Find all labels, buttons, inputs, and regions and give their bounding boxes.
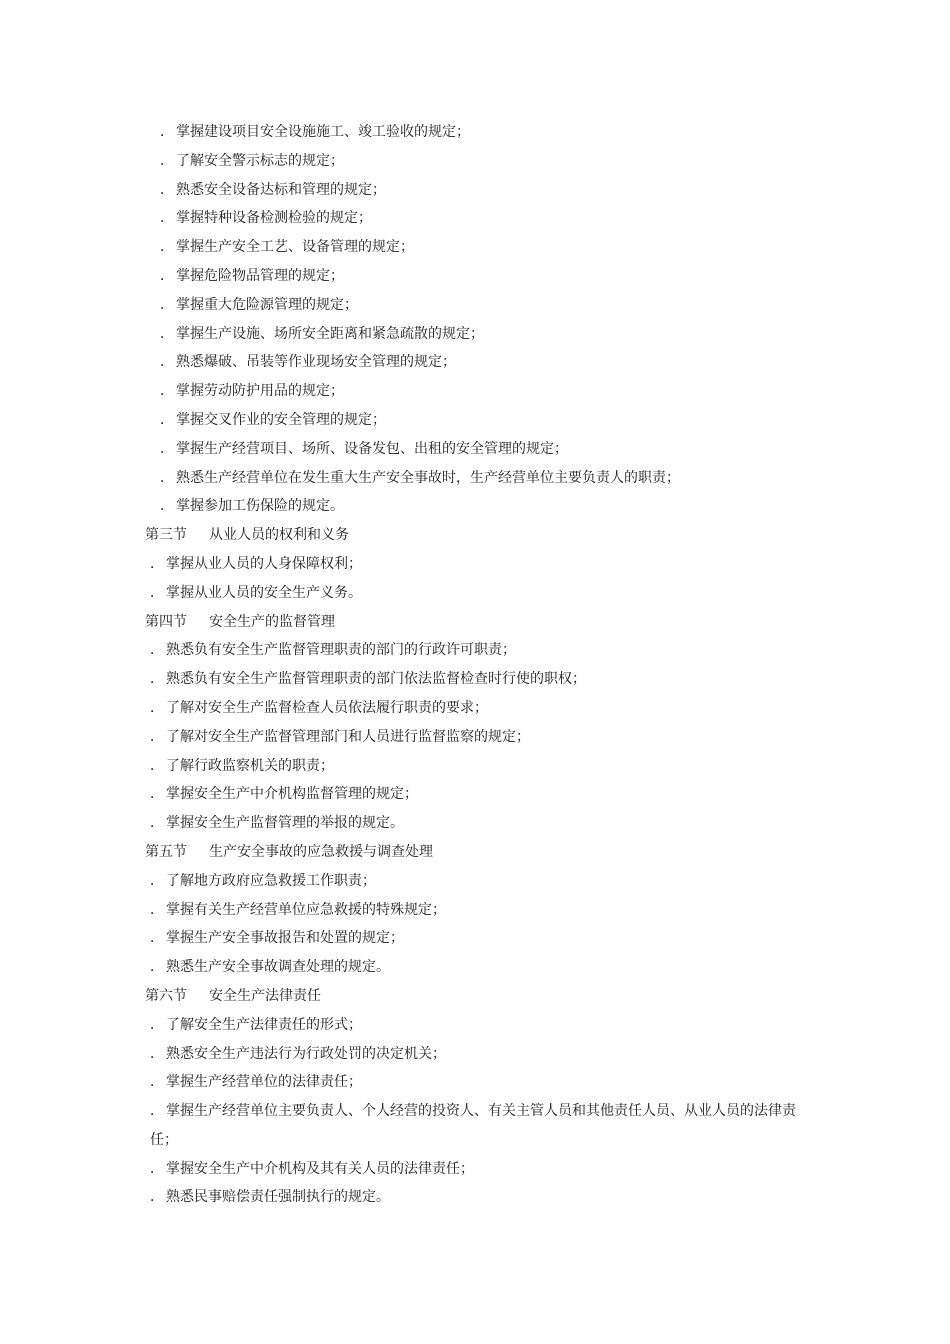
list-item: ． 掌握生产设施、场所安全距离和紧急疏散的规定； [145, 320, 815, 349]
list-item: ． 了解对安全生产监督管理部门和人员进行监督监察的规定； [145, 723, 815, 752]
section-2-list [145, 118, 815, 521]
list-item: ． 熟悉生产安全事故调查处理的规定。 [145, 953, 815, 982]
list-item: ． 熟悉爆破、吊装等作业现场安全管理的规定； [145, 348, 815, 377]
section-number: 第六节 [145, 987, 187, 1004]
bullet-dot: ． [150, 872, 164, 889]
list-item: ． 掌握参加工伤保险的规定。 [145, 492, 815, 521]
document-body [145, 118, 815, 1212]
list-item: ． 熟悉安全生产违法行为行政处罚的决定机关； [145, 1040, 815, 1069]
list-item: ． 掌握建设项目安全设施施工、竣工验收的规定； [145, 118, 815, 147]
bullet-dot: ． [160, 152, 174, 169]
section-heading-5 [145, 838, 815, 867]
list-item: ． 掌握生产安全事故报告和处置的规定； [145, 924, 815, 953]
bullet-dot: ． [150, 901, 164, 918]
list-item: ． 了解行政监察机关的职责； [145, 752, 815, 781]
bullet-dot: ． [160, 124, 174, 140]
list-item: ． 掌握重大危险源管理的规定； [145, 291, 815, 320]
bullet-dot: ． [160, 411, 174, 428]
bullet-dot: ． [160, 383, 174, 400]
list-item: ． 了解安全警示标志的规定； [145, 147, 815, 176]
bullet-dot: ． [150, 699, 164, 716]
list-item: ． 了解对安全生产监督检查人员依法履行职责的要求； [145, 694, 815, 723]
bullet-dot: ． [160, 296, 174, 313]
section-heading-4 [145, 608, 815, 637]
bullet-dot: ． [150, 757, 164, 774]
bullet-dot: ． [150, 786, 164, 803]
bullet-dot: ． [150, 1074, 164, 1091]
bullet-dot: ． [160, 354, 174, 371]
list-item: ． 了解地方政府应急救援工作职责； [145, 867, 815, 896]
section-4-list [145, 636, 815, 838]
section-title: 生产安全事故的应急救援与调查处理 [209, 843, 433, 860]
list-item: ． 掌握从业人员的人身保障权利； [145, 550, 815, 579]
bullet-dot: ． [150, 815, 164, 832]
bullet-dot: ． [160, 181, 174, 198]
list-item: ． 熟悉生产经营单位在发生重大生产安全事故时，生产经营单位主要负责人的职责； [145, 464, 815, 493]
section-3-list [145, 550, 815, 608]
bullet-dot: ． [150, 642, 164, 659]
list-item: ． 熟悉民事赔偿责任强制执行的规定。 [145, 1183, 815, 1212]
bullet-dot: ． [150, 555, 164, 572]
section-number: 第四节 [145, 613, 187, 630]
list-item: ． 掌握生产经营项目、场所、设备发包、出租的安全管理的规定； [145, 435, 815, 464]
list-item: ． 掌握生产安全工艺、设备管理的规定； [145, 233, 815, 262]
bullet-dot: ． [150, 1016, 164, 1033]
list-item: ． 了解安全生产法律责任的形式； [145, 1011, 815, 1040]
list-item: ． 掌握有关生产经营单位应急救援的特殊规定； [145, 896, 815, 925]
list-item: ． 掌握劳动防护用品的规定； [145, 377, 815, 406]
list-item: ． 熟悉负有安全生产监督管理职责的部门依法监督检查时行使的职权； [145, 665, 815, 694]
section-title: 安全生产法律责任 [209, 987, 321, 1004]
section-5-list [145, 867, 815, 982]
list-item: ． 掌握生产经营单位的法律责任； [145, 1068, 815, 1097]
bullet-dot: ． [150, 1189, 164, 1206]
section-number: 第三节 [145, 527, 187, 544]
bullet-dot: ． [160, 210, 174, 227]
bullet-dot: ． [150, 959, 164, 976]
list-item: ． 掌握从业人员的安全生产义务。 [145, 579, 815, 608]
bullet-dot: ． [150, 1160, 164, 1177]
bullet-dot: ． [150, 1045, 164, 1062]
bullet-dot: ． [150, 930, 164, 947]
section-title: 安全生产的监督管理 [209, 613, 335, 630]
bullet-dot: ． [160, 469, 174, 486]
list-item: ． 掌握危险物品管理的规定； [145, 262, 815, 291]
section-number: 第五节 [145, 843, 187, 860]
bullet-dot: ． [160, 325, 174, 342]
bullet-dot: ． [160, 440, 174, 457]
list-item: ． 掌握安全生产中介机构及其有关人员的法律责任； [145, 1155, 815, 1184]
section-title: 从业人员的权利和义务 [209, 527, 349, 544]
bullet-dot: ． [150, 728, 164, 745]
list-item: ． 熟悉负有安全生产监督管理职责的部门的行政许可职责； [145, 636, 815, 665]
bullet-dot: ． [150, 584, 164, 601]
bullet-dot: ． [160, 498, 174, 515]
list-item: ． 掌握交叉作业的安全管理的规定； [145, 406, 815, 435]
list-item: ． 掌握生产经营单位主要负责人、个人经营的投资人、有关主管人员和其他责任人员、从业人员的法律责任； [145, 1097, 815, 1155]
bullet-dot: ． [160, 239, 174, 256]
list-item: ． 掌握安全生产监督管理的举报的规定。 [145, 809, 815, 838]
list-item: ． 熟悉安全设备达标和管理的规定； [145, 176, 815, 205]
section-6-list [145, 1011, 815, 1213]
bullet-dot: ． [150, 671, 164, 688]
bullet-dot: ． [150, 1103, 164, 1120]
list-item: ． 掌握安全生产中介机构监督管理的规定； [145, 780, 815, 809]
list-item: ． 掌握特种设备检测检验的规定； [145, 204, 815, 233]
section-heading-3 [145, 521, 815, 550]
bullet-dot: ． [160, 267, 174, 284]
section-heading-6 [145, 982, 815, 1011]
